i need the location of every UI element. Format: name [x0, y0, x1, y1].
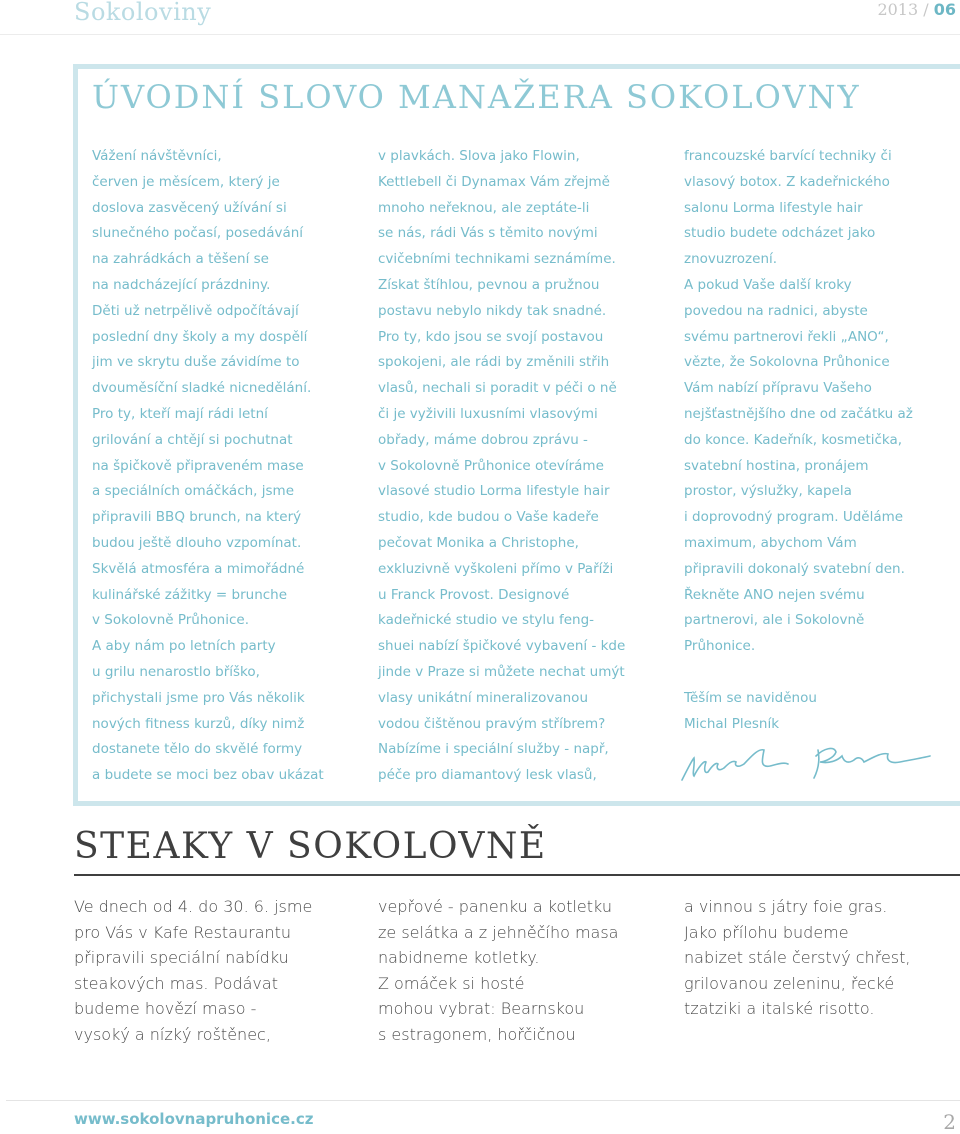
text-line: spokojeni, ale rádi by změnili střih — [378, 354, 610, 371]
text-line: u Franck Provost. Designové — [378, 586, 570, 603]
text-line: a budete se moci bez obav ukázat — [92, 767, 324, 784]
text-line: v Sokolovně Průhonice otevíráme — [378, 457, 604, 474]
steaks-column-1 — [74, 894, 312, 1047]
text-line: budou ještě dlouho vzpomínat. — [92, 534, 302, 551]
text-line: v plavkách. Slova jako Flowin, — [378, 148, 580, 164]
text-line: v Sokolovně Průhonice. — [92, 612, 250, 629]
text-line: Jako přílohu budeme — [684, 922, 849, 942]
text-line: přichystali jsme pro Vás několik — [92, 689, 305, 706]
text-line: vepřové - panenku a kotletku — [378, 897, 612, 916]
issue-number: 06 — [933, 0, 956, 19]
text-line: vlasový botox. Z kadeřnického — [684, 173, 890, 190]
text-line: steakových mas. Podávat — [74, 973, 278, 993]
steaks-title: STEAKY V SOKOLOVNĚ — [74, 826, 547, 867]
text-line: jinde v Praze si můžete nechat umýt — [378, 663, 625, 680]
steaks-column-2 — [378, 894, 618, 1047]
text-line: jim ve skrytu duše závidíme to — [92, 354, 300, 371]
header-divider — [0, 34, 960, 35]
text-line: nabidneme kotletky. — [378, 948, 540, 967]
text-line: salonu Lorma lifestyle hair — [684, 199, 863, 216]
text-line: vodou čištěnou pravým stříbrem? — [378, 715, 606, 732]
text-line: Kettlebell či Dynamax Vám zřejmě — [378, 173, 610, 190]
text-line: Ve dnech od 4. do 30. 6. jsme — [74, 897, 313, 916]
text-line: do konce. Kadeřník, kosmetička, — [684, 431, 903, 448]
text-line: grilovanou zeleninu, řecké — [684, 973, 895, 993]
paragraph-gap — [684, 660, 913, 686]
text-line: dvouměsíční sladké nicnedělání. — [92, 380, 312, 397]
text-line: Skvělá atmosféra a mimořádné — [92, 560, 305, 577]
editorial-column-2 — [378, 144, 625, 789]
text-line: Vám nabízí přípravu Vašeho — [684, 380, 872, 397]
text-line: Průhonice. — [684, 638, 756, 655]
text-line: vlasové studio Lorma lifestyle hair — [378, 483, 610, 500]
text-line: A aby nám po letních party — [92, 638, 276, 655]
editorial-column-3 — [684, 144, 913, 737]
text-line: vězte, že Sokolovna Průhonice — [684, 354, 890, 371]
text-line: kadeřnické studio ve stylu feng- — [378, 612, 595, 629]
page-number: 2 — [943, 1110, 956, 1134]
text-line: exkluzivně vyškoleni přímo v Paříži — [378, 560, 614, 577]
text-line: svatební hostina, pronájem — [684, 457, 869, 474]
text-line: doslova zasvěcený užívání si — [92, 199, 287, 216]
text-line: studio, kde budou o Vaše kadeře — [378, 509, 599, 526]
text-line: poslední dny školy a my dospělí — [92, 328, 308, 345]
text-line: cvičebními technikami seznámíme. — [378, 251, 616, 268]
text-line: připravili dokonalý svatební den. — [684, 560, 905, 577]
steaks-divider — [74, 874, 960, 876]
steaks-column-3 — [684, 894, 911, 1022]
text-line: s estragonem, hořčičnou — [378, 1024, 576, 1044]
text-line: povedou na radnici, abyste — [684, 302, 868, 319]
closing-greeting: Těším se naviděnou — [684, 689, 817, 706]
text-line: i doprovodný program. Uděláme — [684, 509, 904, 526]
text-line: se nás, rádi Vás s těmito novými — [378, 225, 598, 242]
text-line: Řekněte ANO nejen svému — [684, 586, 865, 603]
text-line: vlasy unikátní mineralizovanou — [378, 689, 589, 706]
text-line: nových fitness kurzů, díky nimž — [92, 715, 305, 732]
issue-label — [877, 0, 956, 19]
text-line: studio budete odcházet jako — [684, 225, 876, 242]
text-line: péče pro diamantový lesk vlasů, — [378, 767, 597, 784]
text-line: nabizet stále čerstvý chřest, — [684, 948, 911, 967]
handwritten-signature — [678, 738, 936, 786]
text-line: Pro ty, kteří mají rádi letní — [92, 405, 268, 422]
editorial-column-1 — [92, 144, 324, 789]
text-line: shuei nabízí špičkové vybavení - kde — [378, 638, 626, 655]
author-name: Michal Plesník — [684, 715, 780, 732]
text-line: grilování a chtějí si pochutnat — [92, 431, 293, 448]
text-line: prostor, výslužky, kapela — [684, 483, 852, 500]
text-line: na zahrádkách a těšení se — [92, 251, 269, 268]
text-line: a speciálních omáčkách, jsme — [92, 483, 295, 500]
text-line: Pro ty, kdo jsou se svojí postavou — [378, 328, 604, 345]
text-line: červen je měsícem, který je — [92, 173, 280, 190]
text-line: mnoho neřeknou, ale zeptáte-li — [378, 199, 590, 216]
text-line: na špičkově připraveném mase — [92, 457, 304, 474]
text-line: Děti už netrpělivě odpočítávají — [92, 302, 299, 319]
text-line: Nabízíme i speciální služby - např, — [378, 741, 609, 758]
text-line: svému partnerovi řekli „ANO“, — [684, 328, 889, 345]
text-line: či je vyživili luxusními vlasovými — [378, 405, 598, 422]
text-line: nejšťastnějšího dne od začátku až — [684, 405, 913, 422]
text-line: obřady, máme dobrou zprávu - — [378, 431, 588, 448]
text-line: A pokud Vaše další kroky — [684, 276, 852, 293]
text-line: Vážení návštěvníci, — [92, 148, 222, 164]
text-line: ze selátka a z jehněčího masa — [378, 922, 619, 942]
text-line: kulinářské zážitky = brunche — [92, 586, 288, 603]
text-line: maximum, abychom Vám — [684, 534, 857, 551]
text-line: na nadcházející prázdniny. — [92, 276, 271, 293]
footer-divider — [6, 1100, 960, 1101]
text-line: francouzské barvící techniky či — [684, 148, 892, 164]
text-line: partnerovi, ale i Sokolovně — [684, 612, 865, 629]
text-line: vysoký a nízký roštěnec, — [74, 1024, 271, 1044]
text-line: tzatziki a italské risotto. — [684, 999, 875, 1018]
text-line: připravili BBQ brunch, na který — [92, 509, 302, 526]
text-line: a vinnou s játry foie gras. — [684, 897, 888, 916]
editorial-title: ÚVODNÍ SLOVO MANAŽERA SOKOLOVNY — [92, 78, 861, 116]
text-line: u grilu nenarostlo bříško, — [92, 663, 260, 680]
text-line: mohou vybrat: Bearnskou — [378, 999, 585, 1018]
text-line: budeme hovězí maso - — [74, 999, 257, 1018]
magazine-brand: Sokoloviny — [74, 0, 212, 26]
text-line: vlasů, nechali si poradit v péči o ně — [378, 380, 617, 397]
text-line: dostanete tělo do skvělé formy — [92, 741, 303, 758]
text-line: Získat štíhlou, pevnou a pružnou — [378, 276, 600, 293]
issue-year: 2013 / — [877, 0, 929, 19]
text-line: znovuzrození. — [684, 251, 778, 268]
website-link[interactable]: www.sokolovnapruhonice.cz — [74, 1110, 314, 1128]
text-line: postavu nebylo nikdy tak snadné. — [378, 302, 607, 319]
text-line: pečovat Monika a Christophe, — [378, 534, 579, 551]
text-line: Z omáček si hosté — [378, 973, 525, 993]
text-line: slunečného počasí, posedávání — [92, 225, 304, 242]
text-line: pro Vás v Kafe Restaurantu — [74, 922, 292, 942]
text-line: připravili speciální nabídku — [74, 948, 289, 967]
